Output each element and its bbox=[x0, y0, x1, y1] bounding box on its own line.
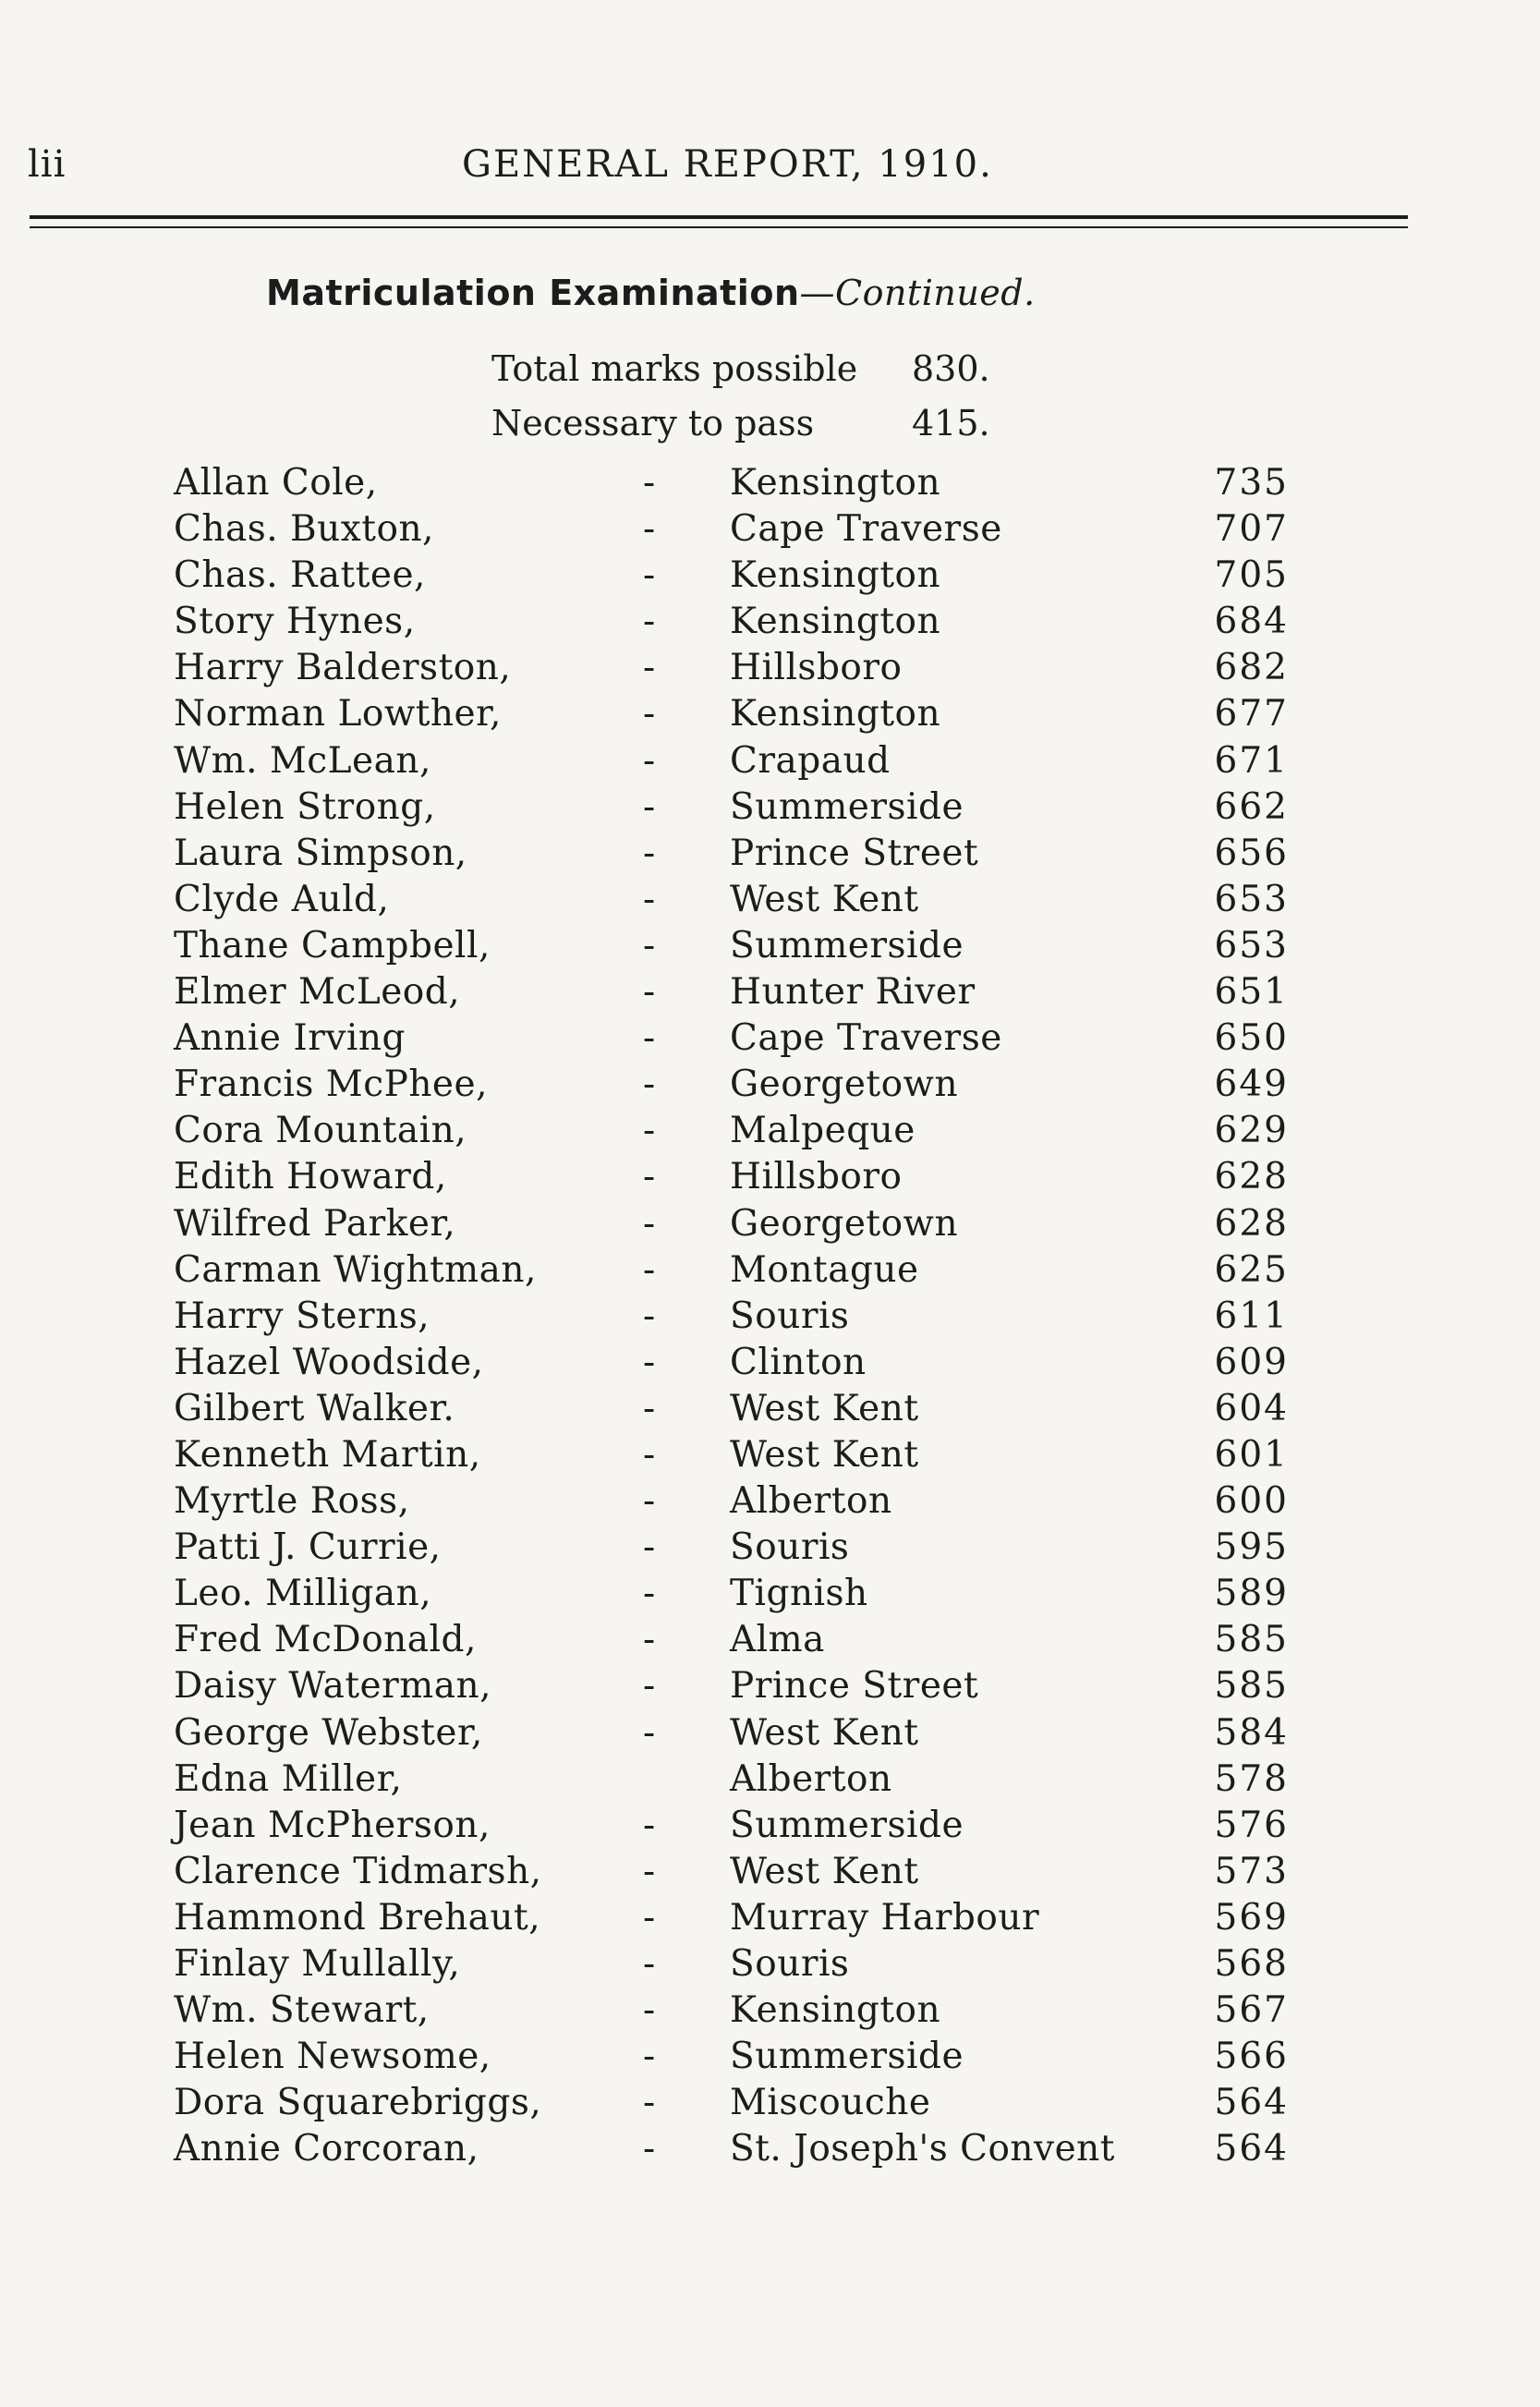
section-subtitle: —Continued. bbox=[799, 273, 1036, 313]
candidate-name: Chas. Buxton, bbox=[174, 508, 434, 551]
separator-dash: - bbox=[643, 2128, 656, 2170]
school-location: St. Joseph's Convent bbox=[730, 2128, 1115, 2170]
pass-marks-line bbox=[491, 403, 990, 444]
candidate-name: Finlay Mullally, bbox=[174, 1943, 461, 1985]
separator-dash: - bbox=[643, 924, 656, 966]
separator-dash: - bbox=[643, 1017, 656, 1060]
candidate-name: Cora Mountain, bbox=[174, 1110, 467, 1152]
result-row bbox=[0, 1017, 1540, 1064]
candidate-name: Harry Balderston, bbox=[174, 647, 512, 689]
candidate-score: 735 bbox=[1214, 462, 1289, 504]
candidate-name: Wilfred Parker, bbox=[174, 1202, 456, 1245]
candidate-score: 625 bbox=[1214, 1248, 1289, 1291]
candidate-name: Leo. Milligan, bbox=[174, 1573, 432, 1615]
candidate-score: 684 bbox=[1214, 601, 1289, 643]
candidate-name: Kenneth Martin, bbox=[174, 1433, 481, 1476]
candidate-name: Daisy Waterman, bbox=[174, 1665, 492, 1708]
school-location: West Kent bbox=[730, 878, 919, 920]
candidate-name: Fred McDonald, bbox=[174, 1619, 477, 1661]
header-rule-thin bbox=[30, 226, 1408, 228]
result-row bbox=[0, 508, 1540, 554]
result-row bbox=[0, 1434, 1540, 1480]
result-row bbox=[0, 833, 1540, 879]
result-row bbox=[0, 1712, 1540, 1758]
result-row bbox=[0, 1203, 1540, 1249]
candidate-score: 569 bbox=[1214, 1896, 1289, 1939]
separator-dash: - bbox=[643, 1850, 656, 1892]
candidate-name: Helen Newsome, bbox=[174, 2036, 491, 2078]
result-row bbox=[0, 740, 1540, 786]
school-location: West Kent bbox=[730, 1387, 919, 1429]
result-row bbox=[0, 1989, 1540, 2036]
separator-dash: - bbox=[643, 878, 656, 920]
candidate-name: Elmer McLeod, bbox=[174, 971, 461, 1014]
school-location: Summerside bbox=[730, 1804, 964, 1846]
candidate-score: 573 bbox=[1214, 1850, 1289, 1892]
section-title bbox=[266, 273, 1036, 313]
separator-dash: - bbox=[643, 1387, 656, 1429]
result-row bbox=[0, 601, 1540, 647]
candidate-score: 568 bbox=[1214, 1943, 1289, 1985]
result-row bbox=[0, 554, 1540, 601]
result-row bbox=[0, 1480, 1540, 1526]
candidate-score: 585 bbox=[1214, 1619, 1289, 1661]
result-row bbox=[0, 1249, 1540, 1295]
result-row bbox=[0, 2128, 1540, 2174]
result-row bbox=[0, 1573, 1540, 1619]
school-location: Summerside bbox=[730, 924, 964, 966]
separator-dash: - bbox=[643, 2036, 656, 2078]
candidate-name: Clyde Auld, bbox=[174, 878, 390, 920]
school-location: Prince Street bbox=[730, 1665, 979, 1708]
candidate-name: Annie Irving bbox=[174, 1017, 406, 1060]
candidate-name: Helen Strong, bbox=[174, 785, 436, 828]
school-location: Malpeque bbox=[730, 1110, 916, 1152]
school-location: Kensington bbox=[730, 1989, 941, 2032]
candidate-score: 705 bbox=[1214, 554, 1289, 597]
candidate-score: 656 bbox=[1214, 832, 1289, 874]
result-row bbox=[0, 462, 1540, 508]
candidate-name: Myrtle Ross, bbox=[174, 1480, 410, 1523]
candidate-score: 682 bbox=[1214, 647, 1289, 689]
candidate-score: 649 bbox=[1214, 1064, 1289, 1106]
separator-dash: - bbox=[643, 1295, 656, 1337]
school-location: Tignish bbox=[730, 1573, 868, 1615]
candidate-name: Clarence Tidmarsh, bbox=[174, 1850, 542, 1892]
separator-dash: - bbox=[643, 1665, 656, 1708]
total-marks-line bbox=[491, 348, 990, 389]
school-location: Georgetown bbox=[730, 1202, 959, 1245]
school-location: Murray Harbour bbox=[730, 1896, 1040, 1939]
result-row bbox=[0, 1897, 1540, 1943]
school-location: Cape Traverse bbox=[730, 508, 1002, 551]
school-location: Hillsboro bbox=[730, 1156, 903, 1198]
candidate-score: 677 bbox=[1214, 693, 1289, 735]
result-row bbox=[0, 1851, 1540, 1897]
result-row bbox=[0, 971, 1540, 1017]
separator-dash: - bbox=[643, 1526, 656, 1569]
candidate-score: 650 bbox=[1214, 1017, 1289, 1060]
result-row bbox=[0, 786, 1540, 833]
total-marks-label: Total marks possible bbox=[491, 348, 858, 389]
candidate-name: Francis McPhee, bbox=[174, 1064, 488, 1106]
result-row bbox=[0, 1110, 1540, 1156]
candidate-name: Jean McPherson, bbox=[174, 1804, 491, 1846]
separator-dash: - bbox=[643, 1804, 656, 1846]
candidate-score: 600 bbox=[1214, 1480, 1289, 1523]
separator-dash: - bbox=[643, 1943, 656, 1985]
candidate-name: Dora Squarebriggs, bbox=[174, 2082, 542, 2124]
separator-dash: - bbox=[643, 785, 656, 828]
school-location: Prince Street bbox=[730, 832, 979, 874]
school-location: Hillsboro bbox=[730, 647, 903, 689]
separator-dash: - bbox=[643, 693, 656, 735]
school-location: Souris bbox=[730, 1295, 850, 1337]
candidate-name: Thane Campbell, bbox=[174, 924, 491, 966]
result-row bbox=[0, 1064, 1540, 1110]
result-row bbox=[0, 1665, 1540, 1711]
candidate-score: 585 bbox=[1214, 1665, 1289, 1708]
school-location: Alberton bbox=[730, 1757, 892, 1800]
separator-dash: - bbox=[643, 1110, 656, 1152]
candidate-score: 628 bbox=[1214, 1202, 1289, 1245]
result-row bbox=[0, 1295, 1540, 1342]
separator-dash: - bbox=[643, 508, 656, 551]
separator-dash: - bbox=[643, 1480, 656, 1523]
header-rule-thick bbox=[30, 215, 1408, 219]
school-location: Hunter River bbox=[730, 971, 976, 1014]
candidate-name: Annie Corcoran, bbox=[174, 2128, 479, 2170]
candidate-score: 584 bbox=[1214, 1711, 1289, 1754]
candidate-name: Hammond Brehaut, bbox=[174, 1896, 541, 1939]
separator-dash: - bbox=[643, 1896, 656, 1939]
school-location: Clinton bbox=[730, 1341, 867, 1383]
separator-dash: - bbox=[643, 1064, 656, 1106]
candidate-score: 601 bbox=[1214, 1433, 1289, 1476]
school-location: Summerside bbox=[730, 2036, 964, 2078]
separator-dash: - bbox=[643, 1711, 656, 1754]
separator-dash: - bbox=[643, 601, 656, 643]
result-row bbox=[0, 1758, 1540, 1805]
page-number: lii bbox=[28, 143, 67, 186]
school-location: Kensington bbox=[730, 462, 941, 504]
candidate-score: 604 bbox=[1214, 1387, 1289, 1429]
separator-dash: - bbox=[643, 462, 656, 504]
candidate-name: Edna Miller, bbox=[174, 1757, 403, 1800]
candidate-score: 578 bbox=[1214, 1757, 1289, 1800]
pass-marks-label: Necessary to pass bbox=[491, 403, 815, 444]
candidate-score: 611 bbox=[1214, 1295, 1289, 1337]
candidate-name: Allan Cole, bbox=[174, 462, 378, 504]
running-head: GENERAL REPORT, 1910. bbox=[462, 143, 993, 186]
school-location: Alberton bbox=[730, 1480, 892, 1523]
school-location: West Kent bbox=[730, 1850, 919, 1892]
separator-dash: - bbox=[643, 971, 656, 1014]
result-row bbox=[0, 1526, 1540, 1573]
separator-dash: - bbox=[643, 1248, 656, 1291]
school-location: Miscouche bbox=[730, 2082, 931, 2124]
candidate-score: 653 bbox=[1214, 878, 1289, 920]
candidate-score: 651 bbox=[1214, 971, 1289, 1014]
separator-dash: - bbox=[643, 554, 656, 597]
school-location: Cape Traverse bbox=[730, 1017, 1002, 1060]
candidate-score: 662 bbox=[1214, 785, 1289, 828]
result-row bbox=[0, 1943, 1540, 1989]
separator-dash: - bbox=[643, 1433, 656, 1476]
result-row bbox=[0, 879, 1540, 925]
school-location: West Kent bbox=[730, 1711, 919, 1754]
result-row bbox=[0, 647, 1540, 693]
candidate-score: 564 bbox=[1214, 2082, 1289, 2124]
candidate-score: 671 bbox=[1214, 739, 1289, 782]
candidate-score: 609 bbox=[1214, 1341, 1289, 1383]
separator-dash: - bbox=[643, 1156, 656, 1198]
school-location: West Kent bbox=[730, 1433, 919, 1476]
candidate-score: 707 bbox=[1214, 508, 1289, 551]
result-row bbox=[0, 693, 1540, 739]
candidate-name: Wm. Stewart, bbox=[174, 1989, 430, 2032]
section-title-main: Matriculation Examination bbox=[266, 273, 800, 313]
total-marks-value: 830. bbox=[912, 348, 990, 389]
candidate-score: 589 bbox=[1214, 1573, 1289, 1615]
separator-dash: - bbox=[643, 1989, 656, 2032]
result-row bbox=[0, 925, 1540, 971]
candidate-name: Gilbert Walker. bbox=[174, 1387, 455, 1429]
results-list bbox=[0, 462, 1540, 2174]
candidate-name: Norman Lowther, bbox=[174, 693, 502, 735]
candidate-score: 566 bbox=[1214, 2036, 1289, 2078]
candidate-name: Carman Wightman, bbox=[174, 1248, 537, 1291]
candidate-name: Story Hynes, bbox=[174, 601, 416, 643]
result-row bbox=[0, 2082, 1540, 2128]
separator-dash: - bbox=[643, 1202, 656, 1245]
candidate-name: Edith Howard, bbox=[174, 1156, 447, 1198]
result-row bbox=[0, 1388, 1540, 1434]
school-location: Crapaud bbox=[730, 739, 891, 782]
separator-dash: - bbox=[643, 1619, 656, 1661]
result-row bbox=[0, 1805, 1540, 1851]
candidate-score: 595 bbox=[1214, 1526, 1289, 1569]
school-location: Montague bbox=[730, 1248, 919, 1291]
result-row bbox=[0, 1156, 1540, 1202]
candidate-name: Wm. McLean, bbox=[174, 739, 431, 782]
result-row bbox=[0, 1619, 1540, 1665]
separator-dash: - bbox=[643, 1341, 656, 1383]
pass-marks-value: 415. bbox=[912, 403, 990, 444]
school-location: Kensington bbox=[730, 554, 941, 597]
separator-dash: - bbox=[643, 832, 656, 874]
candidate-score: 629 bbox=[1214, 1110, 1289, 1152]
candidate-name: Patti J. Currie, bbox=[174, 1526, 442, 1569]
school-location: Souris bbox=[730, 1526, 850, 1569]
candidate-name: Harry Sterns, bbox=[174, 1295, 430, 1337]
candidate-score: 628 bbox=[1214, 1156, 1289, 1198]
candidate-score: 564 bbox=[1214, 2128, 1289, 2170]
school-location: Georgetown bbox=[730, 1064, 959, 1106]
separator-dash: - bbox=[643, 1573, 656, 1615]
candidate-name: Hazel Woodside, bbox=[174, 1341, 484, 1383]
separator-dash: - bbox=[643, 739, 656, 782]
result-row bbox=[0, 2036, 1540, 2082]
candidate-score: 567 bbox=[1214, 1989, 1289, 2032]
candidate-score: 576 bbox=[1214, 1804, 1289, 1846]
school-location: Kensington bbox=[730, 601, 941, 643]
candidate-name: George Webster, bbox=[174, 1711, 483, 1754]
separator-dash: - bbox=[643, 2082, 656, 2124]
candidate-name: Laura Simpson, bbox=[174, 832, 467, 874]
school-location: Kensington bbox=[730, 693, 941, 735]
separator-dash: - bbox=[643, 647, 656, 689]
candidate-score: 653 bbox=[1214, 924, 1289, 966]
school-location: Alma bbox=[730, 1619, 825, 1661]
result-row bbox=[0, 1342, 1540, 1388]
school-location: Summerside bbox=[730, 785, 964, 828]
school-location: Souris bbox=[730, 1943, 850, 1985]
candidate-name: Chas. Rattee, bbox=[174, 554, 426, 597]
